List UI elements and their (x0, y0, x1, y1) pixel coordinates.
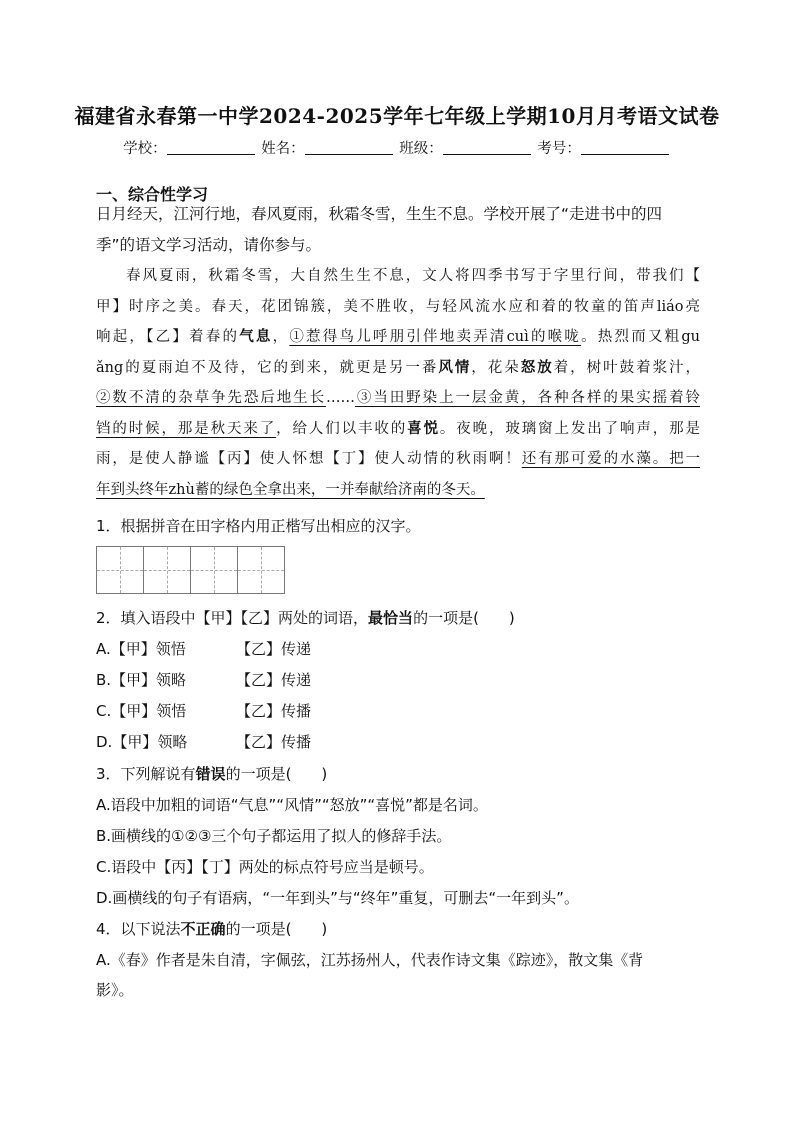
option-line: A.《春》作者是朱自清，字佩弦，江苏扬州人，代表作诗文集《踪迹》，散文集《背 (96, 951, 644, 969)
passage-text: ，花朵 (471, 359, 521, 376)
intro-line: 日月经天，江河行地，春风夏雨，秋霜冬雪，生生不息。学校开展了“走进书中的四 (96, 205, 663, 223)
exam-number-blank (581, 140, 669, 155)
passage-text: ǎng的夏雨迫不及待，它的到来，就更是另一番 (96, 359, 439, 376)
intro-paragraph (96, 199, 700, 261)
bold-word: 怒放 (520, 358, 554, 376)
underlined-sentence-4-end: 年到头终年zhù蓄的绿色全拿出来，一并奉献给济南的冬天。 (96, 481, 485, 498)
passage-line: 甲】时序之美。春天，花团锦簇，美不胜收，与轻风流水应和着的牧童的笛声liáo亮 (96, 298, 700, 315)
intro-line: 季”的语文学习活动，请你参与。 (96, 236, 322, 254)
q2-option-d[interactable] (96, 731, 312, 752)
q2-option-a[interactable] (96, 638, 312, 659)
class-blank (443, 140, 531, 155)
question-text: 的一项是( ) (413, 609, 515, 627)
passage-text: 。夜晚，玻璃窗上发出了响声，那是 (439, 420, 700, 437)
passage-line (96, 444, 700, 475)
passage-line (96, 353, 700, 384)
question-emphasis: 错误 (195, 765, 226, 783)
school-label: 学校： (123, 141, 167, 157)
q2-option-b[interactable] (96, 669, 312, 690)
q3-option-a[interactable]: A.语段中加粗的词语“气息”“风情”“怒放”“喜悦”都是名词。 (96, 796, 488, 814)
underlined-sentence-3: ③当田野染上一层金黄，各种各样的果实摇着铃 (355, 390, 700, 406)
underlined-sentence-4: 还有那可爱的水藻。把一 (521, 451, 700, 467)
passage-text: 。热烈而又粗gu (581, 329, 701, 345)
q3-option-c[interactable]: C.语段中【丙】【丁】两处的标点符号应当是顿号。 (96, 858, 434, 876)
tianzige-cell[interactable] (96, 546, 144, 594)
question-1: 1．根据拼音在田字格内用正楷写出相应的汉字。 (96, 517, 421, 535)
passage-line: 春风夏雨，秋霜冬雪，大自然生生不息，文人将四季书写于字里行间，带我们【 (126, 268, 700, 284)
tianzige-grid[interactable] (96, 546, 284, 594)
question-4 (96, 918, 327, 939)
passage-line (96, 414, 700, 445)
bold-word: 喜悦 (407, 419, 440, 437)
class-label: 班级： (399, 141, 443, 157)
bold-word: 气息 (239, 328, 273, 345)
question-3 (96, 763, 327, 784)
tianzige-cell[interactable] (190, 546, 238, 594)
student-info-line (0, 137, 794, 158)
question-text: 3．下列解说有 (96, 765, 196, 783)
q4-option-a[interactable] (96, 949, 643, 1000)
question-2 (96, 607, 515, 628)
underlined-sentence-2: ②数不清的杂草争先恐后地生长 (96, 390, 326, 406)
underlined-sentence-3-end: 铛的时候，那是秋天来了 (96, 420, 277, 437)
option-part: 【乙】传递 (236, 640, 312, 658)
underlined-sentence-1: ①惹得鸟儿呼朋引伴地卖弄清cuì的喉咙 (289, 329, 582, 345)
question-emphasis: 最恰当 (368, 609, 414, 627)
option-part: 【乙】传播 (236, 702, 312, 720)
tianzige-cell[interactable] (237, 546, 285, 594)
option-part: A.【甲】领悟 (96, 640, 186, 658)
passage-line (96, 322, 700, 353)
option-line: 影》。 (96, 981, 134, 999)
passage-text: 雨，是使人静谧【丙】使人怀想【丁】使人动情的秋雨啊！ (96, 451, 522, 467)
name-blank (305, 140, 393, 155)
passage-text: ，给人们以丰收的 (276, 420, 408, 437)
reading-passage (96, 261, 700, 505)
section-heading: 一、综合性学习 (96, 185, 209, 204)
name-label: 姓名： (261, 141, 305, 157)
school-blank (167, 140, 255, 155)
passage-text: …… (326, 390, 355, 406)
option-part: C.【甲】领悟 (96, 702, 187, 720)
question-text: 的一项是( ) (225, 765, 328, 783)
option-part: 【乙】传播 (236, 733, 312, 751)
option-part: B.【甲】领略 (96, 671, 187, 689)
question-text: 的一项是( ) (225, 920, 328, 938)
option-part: D.【甲】领略 (96, 733, 188, 751)
q3-option-d[interactable]: D.画横线的句子有语病，“一年到头”与“终年”重复，可删去“一年到头”。 (96, 889, 579, 907)
passage-text: ， (272, 329, 290, 345)
passage-line (96, 475, 700, 506)
passage-text: 着，树叶鼓着浆汁， (553, 359, 701, 376)
exam-number-label: 考号： (537, 141, 581, 157)
q2-option-c[interactable] (96, 700, 312, 721)
passage-line (96, 383, 700, 414)
question-emphasis: 不正确 (180, 920, 226, 938)
option-part: 【乙】传递 (236, 671, 312, 689)
exam-title: 福建省永春第一中学2024-2025学年七年级上学期10月月考语文试卷 (74, 104, 720, 128)
question-text: 2．填入语段中【甲】【乙】两处的词语， (96, 609, 369, 627)
question-text: 4．以下说法 (96, 920, 181, 938)
bold-word: 风情 (438, 358, 472, 376)
q3-option-b[interactable]: B.画横线的①②③三个句子都运用了拟人的修辞手法。 (96, 827, 452, 845)
passage-text: 响起，【乙】着春的 (96, 329, 240, 345)
tianzige-cell[interactable] (143, 546, 191, 594)
